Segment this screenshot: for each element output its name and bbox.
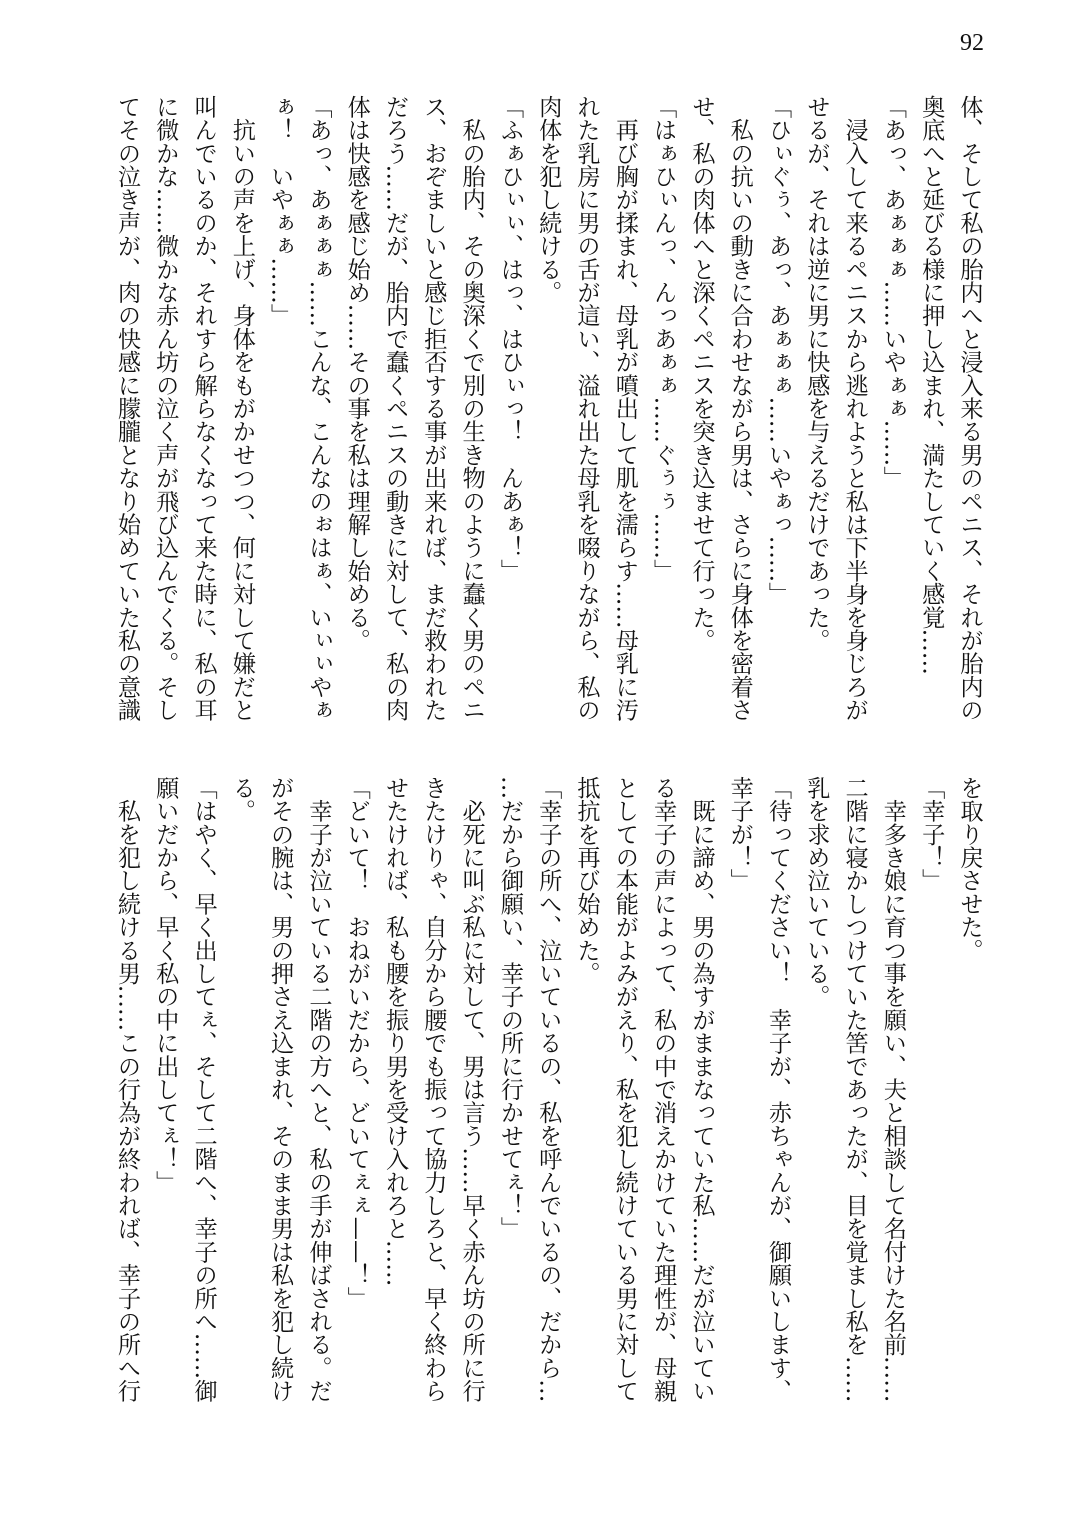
- text-column: ぁ！ いやぁぁ……」: [266, 95, 294, 327]
- text-column: 「幸子の所へ、泣いているの、私を呼んでいるの、だから…: [534, 776, 562, 1403]
- text-column: 体は快感を感じ始め……その事を私は理解し始める。: [343, 95, 371, 652]
- text-column: てその泣き声が、肉の快感に朦朧となり始めていた私の意識: [113, 95, 141, 722]
- text-column: 浸入して来るペニスから逃れようと私は下半身を身じろが: [841, 95, 869, 722]
- text-column: 必死に叫ぶ私に対して、男は言う……早く赤ん坊の所に行: [458, 776, 486, 1403]
- text-column: 叫んでいるのか、それすら解らなくなって来た時に、私の耳: [190, 95, 218, 722]
- text-column: 「どいて！ おねがいだから、どいてぇぇ——！」: [343, 776, 371, 1310]
- text-column: 「あっ、あぁぁぁ……いやぁぁ……」: [879, 95, 907, 490]
- text-column: 「待ってください！ 幸子が、赤ちゃんが、御願いします、: [764, 776, 792, 1403]
- text-column: 抵抗を再び始めた。: [573, 776, 601, 985]
- text-column: だろう……だが、胎内で蠢くペニスの動きに対して、私の肉: [381, 95, 409, 722]
- text-column: としての本能がよみがえり、私を犯し続けている男に対して: [611, 776, 639, 1403]
- text-column: せ、私の肉体へと深くペニスを突き込ませて行った。: [687, 95, 715, 652]
- text-column: 肉体を犯し続ける。: [534, 95, 562, 304]
- text-column: 「ひぃぐぅ、あっ、あぁぁぁ……いやぁっ……」: [764, 95, 792, 606]
- text-column: 私の胎内、その奥深くで別の生き物のように蠢く男のペニ: [458, 95, 486, 722]
- text-column: 「あっ、あぁぁぁ……こんな、こんなのぉはぁ、いぃぃやぁ: [304, 95, 332, 722]
- text-column: 奥底へと延びる様に押し込まれ、満たしていく感覚……: [917, 95, 945, 675]
- text-column: 二階に寝かしつけていた筈であったが、目を覚まし私を……: [841, 776, 869, 1403]
- text-column: 私の抗いの動きに合わせながら男は、さらに身体を密着さ: [726, 95, 754, 722]
- text-column: がその腕は、男の押さえ込まれ、そのまま男は私を犯し続け: [266, 776, 294, 1403]
- text-column: 体、そして私の胎内へと浸入来る男のペニス、それが胎内の: [956, 95, 983, 722]
- text-column: 「はぁひぃんっ、んっあぁぁ……ぐぅぅ……」: [649, 95, 677, 583]
- text-column: せたければ、私も腰を振り男を受け入れろと……: [381, 776, 409, 1287]
- text-column: 「ふぁひぃぃ、はっ、はひぃっ！ んあぁ！」: [496, 95, 524, 583]
- text-column: きたけりゃ、自分から腰でも振って協力しろと、早く終わら: [419, 776, 447, 1403]
- text-block-bottom: [107, 776, 988, 1476]
- text-column: 抗いの声を上げ、身体をもがかせつつ、何に対して嫌だと: [228, 95, 256, 722]
- text-column: る幸子の声によって、私の中で消えかけていた理性が、母親: [649, 776, 677, 1403]
- text-column: 幸子が泣いている二階の方へと、私の手が伸ばされる。だ: [304, 776, 332, 1403]
- text-column: 既に諦め、男の為すがままなっていた私……だが泣いてい: [687, 776, 715, 1403]
- text-block-top: [107, 95, 988, 755]
- text-column: 再び胸が揉まれ、母乳が噴出して肌を濡らす……母乳に汚: [611, 95, 639, 722]
- text-column: る。: [228, 776, 256, 823]
- text-column: 幸多き娘に育つ事を願い、夫と相談して名付けた名前……: [879, 776, 907, 1403]
- page-number: 92: [960, 30, 984, 56]
- text-column: 乳を求め泣いている。: [802, 776, 830, 1008]
- text-column: …だから御願い、幸子の所に行かせてぇ！」: [496, 776, 524, 1240]
- text-column: を取り戻させた。: [956, 776, 983, 962]
- text-column: に微かな……微かな赤ん坊の泣く声が飛び込んでくる。そし: [151, 95, 179, 722]
- text-column: せるが、それは逆に男に快感を与えるだけであった。: [802, 95, 830, 652]
- text-column: 「幸子！」: [917, 776, 945, 892]
- text-column: 私を犯し続ける男……この行為が終われば、幸子の所へ行: [113, 776, 141, 1403]
- text-column: 願いだから、早く私の中に出してぇ！」: [151, 776, 179, 1194]
- text-column: 幸子が！」: [726, 776, 754, 892]
- text-column: 「はやく、早く出してぇ、そして二階へ、幸子の所へ……御: [190, 776, 218, 1403]
- text-column: ス、おぞましいと感じ拒否する事が出来れば、まだ救われた: [419, 95, 447, 722]
- text-column: れた乳房に男の舌が這い、溢れ出た母乳を啜りながら、私の: [573, 95, 601, 722]
